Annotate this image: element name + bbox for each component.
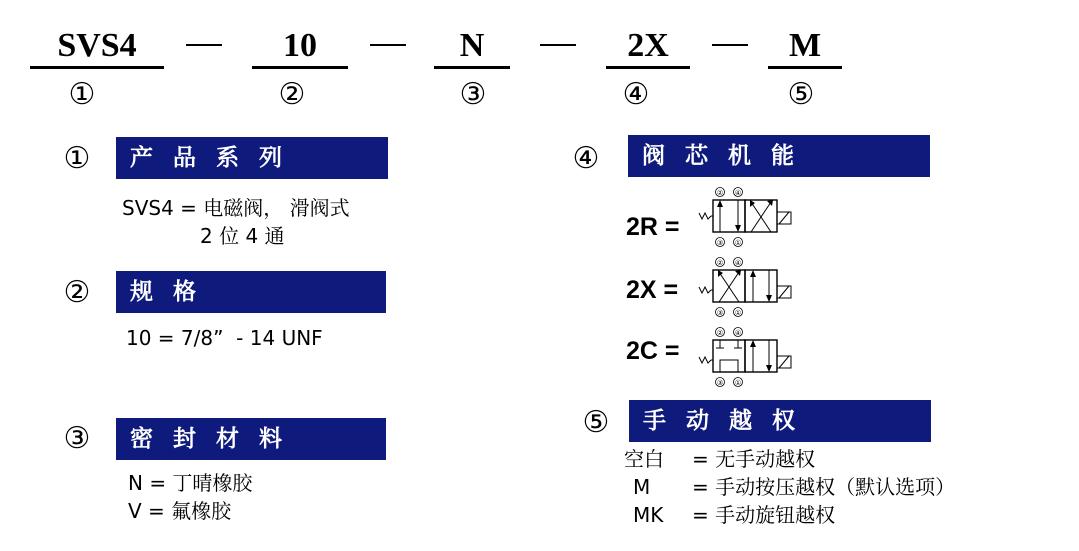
code-segment-1: SVS4	[30, 26, 164, 69]
section-3-line-1: N = 丁晴橡胶	[128, 471, 253, 495]
spool-2r-port-1: ①	[734, 239, 742, 247]
section-2-line-1: 10 = 7/8” - 14 UNF	[126, 326, 323, 350]
spool-2x-label: 2X =	[626, 276, 679, 304]
spool-2c-port-1: ①	[734, 379, 742, 387]
code-index-4: ④	[622, 77, 650, 112]
spool-2r-port-4: ④	[734, 189, 742, 197]
section-5-key-2: M	[633, 475, 651, 499]
section-1-line-1: SVS4 = 电磁阀， 滑阀式	[122, 196, 350, 220]
section-5-value-3: = 手动旋钮越权	[692, 503, 836, 527]
section-5-key-1: 空白	[624, 447, 664, 471]
spool-2x-port-1: ①	[734, 309, 742, 317]
section-1-line-2: 2 位 4 通	[200, 224, 285, 248]
spool-2r-port-3: ③	[716, 239, 724, 247]
spool-2r-port-2: ②	[716, 189, 724, 197]
section-3-number: ③	[63, 421, 91, 456]
section-2-title: 规 格	[116, 271, 386, 313]
spool-2r-symbol	[695, 186, 801, 248]
section-3-title: 密 封 材 料	[116, 418, 386, 460]
spool-2c-port-3: ③	[716, 379, 724, 387]
code-segment-4: 2X	[606, 26, 690, 69]
section-5-number: ⑤	[582, 405, 610, 440]
code-dash-4	[712, 44, 748, 46]
spool-2c-symbol	[695, 326, 801, 388]
code-dash-2	[370, 44, 406, 46]
code-dash-1	[186, 44, 222, 46]
code-index-5: ⑤	[787, 77, 815, 112]
section-1-number: ①	[63, 141, 91, 176]
spool-2c-label: 2C =	[626, 337, 680, 365]
spool-2x-port-2: ②	[716, 259, 724, 267]
section-1-title: 产 品 系 列	[116, 137, 388, 179]
code-segment-3: N	[434, 26, 510, 69]
section-5-value-2: = 手动按压越权（默认选项）	[692, 475, 956, 499]
section-3-line-2: V = 氟橡胶	[128, 499, 232, 523]
section-4-title: 阀 芯 机 能	[628, 135, 930, 177]
spool-2c-port-2: ②	[716, 329, 724, 337]
spool-2r-label: 2R =	[626, 213, 680, 241]
code-segment-2: 10	[252, 26, 348, 69]
section-4-number: ④	[572, 141, 600, 176]
spool-2x-symbol	[695, 256, 801, 318]
code-index-1: ①	[68, 77, 96, 112]
code-dash-3	[540, 44, 576, 46]
section-2-number: ②	[63, 275, 91, 310]
spool-2x-port-4: ④	[734, 259, 742, 267]
spool-2x-port-3: ③	[716, 309, 724, 317]
code-index-3: ③	[459, 77, 487, 112]
section-5-key-3: MK	[633, 503, 664, 527]
code-segment-5: M	[768, 26, 842, 69]
section-5-value-1: = 无手动越权	[692, 447, 816, 471]
section-5-title: 手 动 越 权	[629, 400, 931, 442]
spool-2c-port-4: ④	[734, 329, 742, 337]
code-index-2: ②	[278, 77, 306, 112]
